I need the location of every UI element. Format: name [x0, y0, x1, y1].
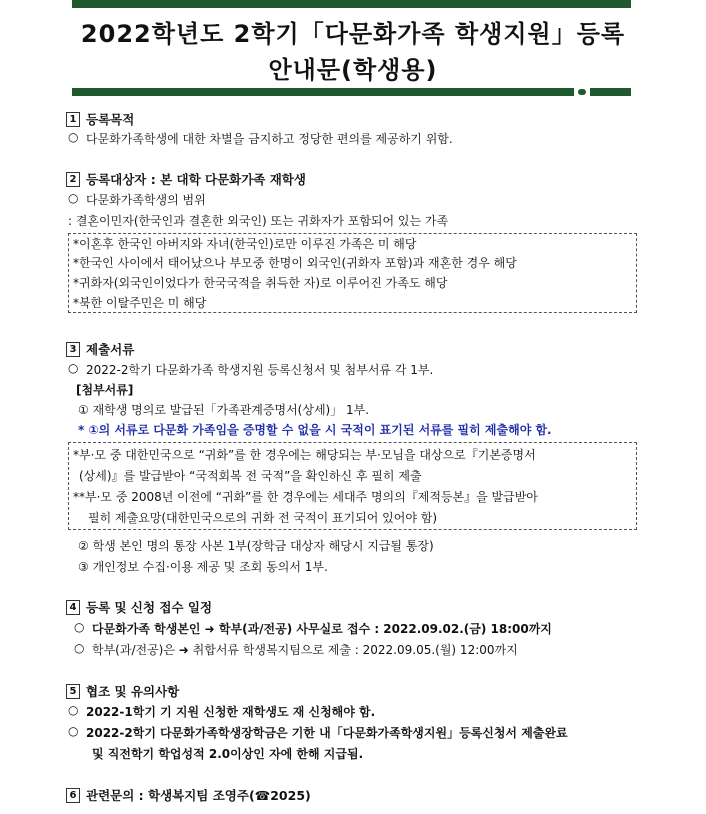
header-bottom-bar [72, 88, 631, 96]
bullet-icon: ○ [68, 130, 79, 144]
section-number: 3 [66, 342, 80, 357]
section-number: 2 [66, 172, 80, 187]
bullet-icon: ○ [68, 703, 79, 717]
section-2-definition: : 결혼이민자(한국인과 결혼한 외국인) 또는 귀화자가 포함되어 있는 가족 [68, 214, 449, 228]
note-line: *한국인 사이에서 태어났으나 부모중 한명이 외국인(귀화자 포함)과 재혼한 경우 해당 [73, 256, 517, 270]
header-top-bar [72, 0, 631, 8]
section-3-heading [66, 340, 134, 358]
section-1-heading [66, 110, 134, 128]
note-line: *귀화자(외국인이었다가 한국국적을 취득한 자)로 이루어진 가족도 해당 [73, 276, 448, 290]
attachment-item-2: ② 학생 본인 명의 통장 사본 1부(장학금 대상자 해당시 지급될 통장) [78, 539, 434, 553]
section-title: 등록목적 [86, 112, 135, 127]
attachment-item-1: ① 재학생 명의로 발급된「가족관계증명서(상세)」 1부. [78, 403, 370, 417]
notice-scholarship-cont: 및 직전학기 학업성적 2.0이상인 자에 한해 지급됨. [92, 747, 364, 761]
section-title: 협조 및 유의사항 [86, 684, 180, 699]
section-number: 5 [66, 684, 80, 699]
attachments-label: [첨부서류] [76, 383, 134, 397]
page-title-line1: 2022학년도 2학기「다문화가족 학생지원」등록 [80, 20, 626, 48]
note-line: *부·모 중 대한민국으로 “귀화”를 한 경우에는 해당되는 부·모님을 대상으로『기본증명서 [73, 448, 536, 462]
notice-scholarship: 2022-2학기 다문화가족학생장학금은 기한 내「다문화가족학생지원」등록신청서 제출완료 [86, 726, 568, 740]
section-3-text: 2022-2학기 다문화가족 학생지원 등록신청서 및 첨부서류 각 1부. [86, 363, 434, 377]
section-number: 1 [66, 112, 80, 127]
section-number: 4 [66, 600, 80, 615]
attachment-item-3: ③ 개인정보 수집·이용 제공 및 조회 동의서 1부. [78, 560, 328, 574]
section-2-heading [66, 170, 306, 188]
section-2-scope: 다문화가족학생의 범위 [86, 193, 206, 207]
header-bar-ornament [574, 86, 590, 98]
section-1-text: 다문화가족학생에 대한 차별을 금지하고 정당한 편의를 제공하기 위함. [86, 132, 453, 146]
section-number: 6 [66, 788, 80, 803]
contact-info: 관련문의 : 학생복지팀 조영주(☎2025) [86, 788, 311, 803]
note-line: **부·모 중 2008년 이전에 “귀화”를 한 경우에는 세대주 명의의『제적등본』을 발급받아 [73, 490, 538, 504]
attachment-warning: * ①의 서류로 다문화 가족임을 증명할 수 없을 시 국적이 표기된 서류를 필히 제출해야 함. [78, 423, 552, 437]
section-6-heading [66, 786, 311, 804]
bullet-icon: ○ [74, 641, 85, 655]
section-5-heading [66, 682, 179, 700]
note-line: *북한 이탈주민은 미 해당 [73, 296, 207, 310]
note-line: 필히 제출요망(대한민국으로의 귀화 전 국적이 표기되어 있어야 함) [88, 511, 438, 525]
notice-reapply: 2022-1학기 기 지원 신청한 재학생도 재 신청해야 함. [86, 705, 376, 719]
schedule-department: 학부(과/전공)은 ➜ 취합서류 학생복지팀으로 제출 : 2022.09.05.(월) 12:00까지 [92, 643, 518, 657]
note-line: (상세)』를 발급받아 “국적회복 전 국적”을 확인하신 후 필히 제출 [79, 469, 422, 483]
section-4-heading [66, 598, 212, 616]
bullet-icon: ○ [68, 724, 79, 738]
page-title-line2: 안내문(학생용) [268, 56, 438, 84]
bullet-icon: ○ [68, 361, 79, 375]
section-title: 제출서류 [86, 342, 135, 357]
note-line: *이혼후 한국인 아버지와 자녀(한국인)로만 이루진 가족은 미 해당 [73, 237, 417, 251]
schedule-student: 다문화가족 학생본인 ➜ 학부(과/전공) 사무실로 접수 : 2022.09.02.(금) 18:00까지 [92, 622, 552, 636]
bullet-icon: ○ [68, 191, 79, 205]
bullet-icon: ○ [74, 620, 85, 634]
section-title: 등록대상자 : 본 대학 다문화가족 재학생 [86, 172, 306, 187]
section-title: 등록 및 신청 접수 일정 [86, 600, 213, 615]
